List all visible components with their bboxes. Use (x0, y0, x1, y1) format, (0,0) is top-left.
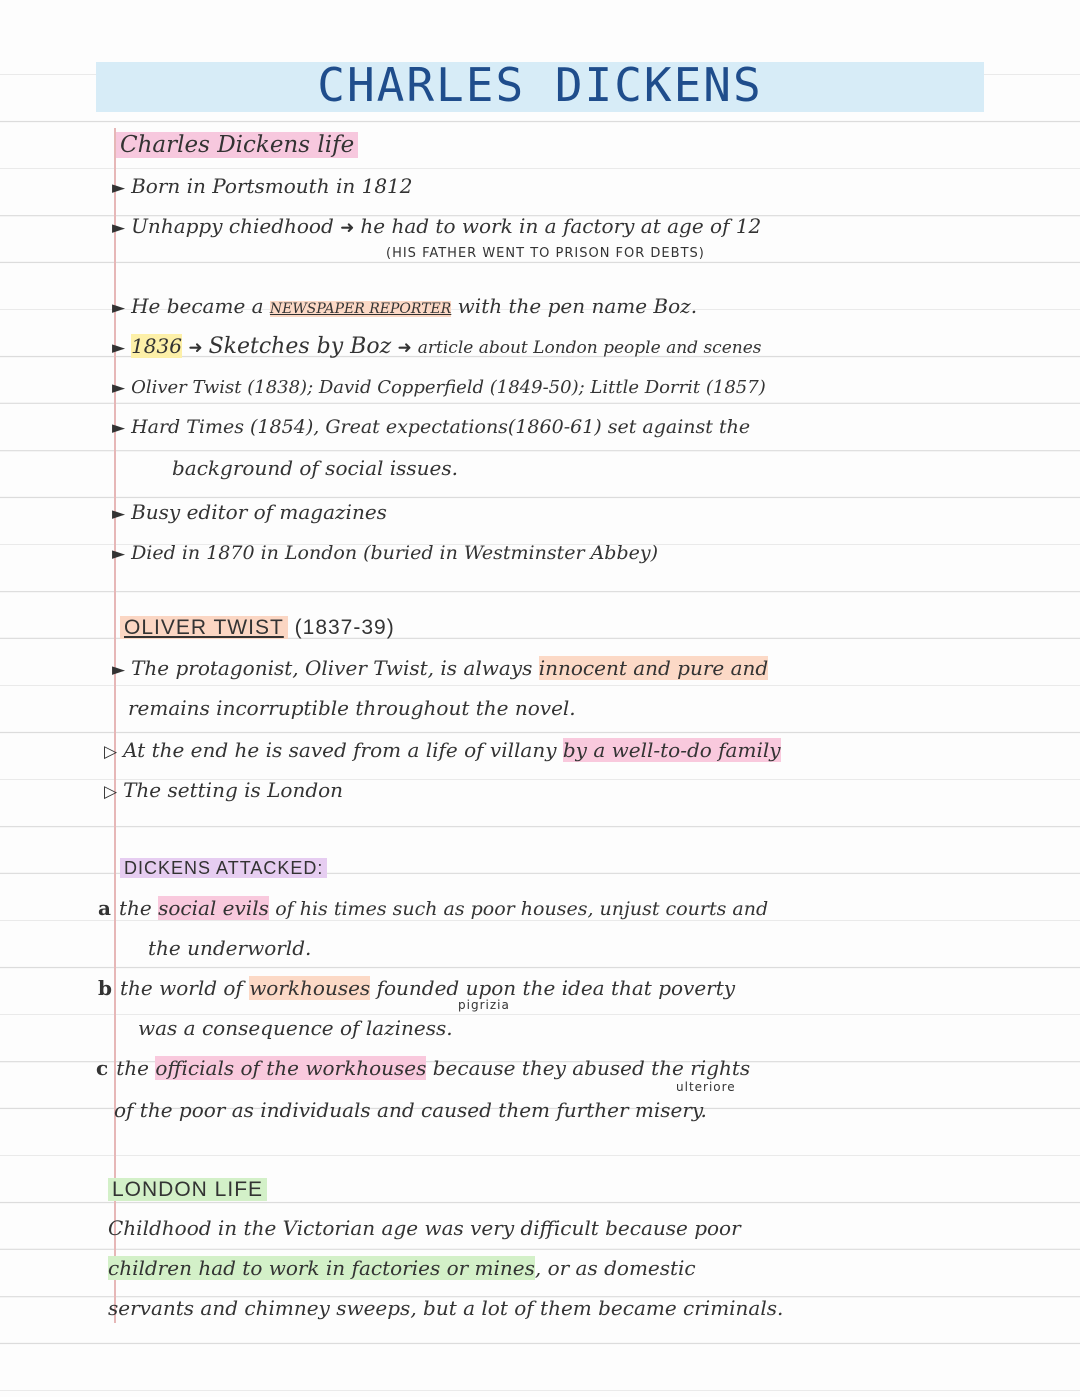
prison-note: (HIS FATHER WENT TO PRISON FOR DEBTS) (386, 246, 705, 261)
arrow-right-icon: ➜ (188, 338, 203, 358)
page-title: CHARLES DICKENS (317, 58, 763, 112)
life-editor: ► Busy editor of magazines (112, 500, 387, 524)
life-works-1: ► Oliver Twist (1838); David Copperfield (1849-50); Little Dorrit (1857) (112, 377, 766, 398)
triangle-bullet-icon: ► (112, 378, 126, 398)
attacked-a-line-1: a the social evils of his times such as poor houses, unjust courts and (98, 896, 769, 920)
attacked-heading: DICKENS ATTACKED: (120, 858, 327, 879)
arrow-right-icon: ➜ (340, 218, 355, 238)
life-sketches: ► 1836 ➜ Sketches by Boz ➜ article about London people and scenes (112, 334, 762, 359)
attacked-b-note: pigrizia (458, 998, 510, 1012)
oliver-line-4: ▷ The setting is London (104, 778, 344, 802)
life-reporter: ► He became a NEWSPAPER REPORTER with the pen name Boz. (112, 294, 698, 318)
triangle-bullet-icon: ► (112, 218, 126, 238)
oliver-line-1: ► The protagonist, Oliver Twist, is always innocent and pure and (112, 656, 769, 680)
attacked-c-line-1: c the officials of the workhouses because they abused the rights (96, 1056, 751, 1080)
triangle-bullet-icon: ► (112, 418, 126, 438)
triangle-bullet-icon: ▷ (104, 782, 118, 802)
triangle-bullet-icon: ► (112, 660, 126, 680)
oliver-line-3: ▷ At the end he is saved from a life of villany by a well-to-do family (104, 738, 781, 762)
life-born: ► Born in Portsmouth in 1812 (112, 174, 413, 198)
attacked-a-line-2: the underworld. (148, 936, 312, 960)
life-died: ► Died in 1870 in London (buried in Westminster Abbey) (112, 542, 659, 564)
london-line-2: children had to work in factories or mines, or as domestic (108, 1256, 696, 1280)
london-line-3: servants and chimney sweeps, but a lot of them became criminals. (108, 1296, 784, 1320)
triangle-bullet-icon: ► (112, 338, 126, 358)
triangle-bullet-icon: ► (112, 298, 126, 318)
triangle-bullet-icon: ► (112, 504, 126, 524)
oliver-line-2: remains incorruptible throughout the novel. (128, 696, 576, 720)
life-heading-label: Charles Dickens life (116, 132, 358, 158)
london-line-1: Childhood in the Victorian age was very difficult because poor (108, 1216, 741, 1240)
life-works-3: background of social issues. (172, 456, 459, 480)
oliver-heading: OLIVER TWIST (1837-39) (120, 616, 395, 640)
attacked-c-note: ulteriore (676, 1080, 736, 1094)
life-works-2: ► Hard Times (1854), Great expectations(1860-61) set against the (112, 416, 751, 438)
life-childhood: ► Unhappy chiedhood ➜ he had to work in a factory at age of 12 (112, 214, 762, 238)
life-heading (116, 132, 358, 158)
triangle-bullet-icon: ► (112, 544, 126, 564)
attacked-c-line-2: of the poor as individuals and caused them further misery. (114, 1098, 707, 1122)
triangle-bullet-icon: ► (112, 178, 126, 198)
arrow-right-icon: ➜ (397, 338, 412, 358)
triangle-bullet-icon: ▷ (104, 742, 118, 762)
london-heading: LONDON LIFE (108, 1178, 267, 1202)
attacked-b-line-1: b the world of workhouses founded upon the idea that poverty (98, 976, 736, 1000)
attacked-b-line-2: was a consequence of laziness. (138, 1016, 453, 1040)
